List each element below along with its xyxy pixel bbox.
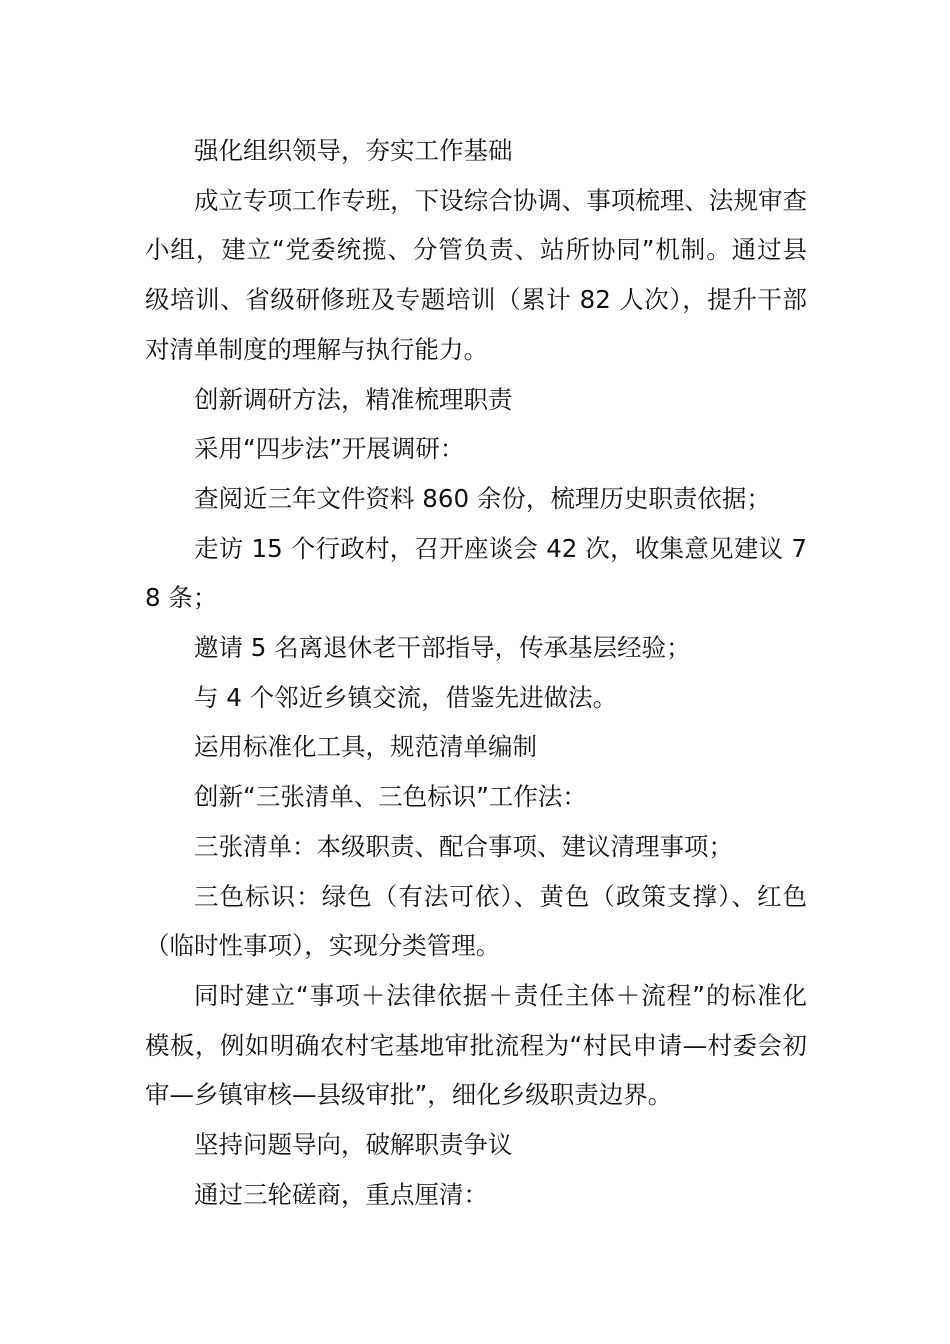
section-heading: 坚持问题导向，破解职责争议 xyxy=(194,1130,513,1160)
body-paragraph: 通过三轮磋商，重点厘清： xyxy=(194,1179,488,1209)
body-paragraph: 同时建立“事项＋法律依据＋责任主体＋流程”的标准化模板，例如明确农村宅基地审批流程为“村民申请—村委会初审—乡镇审核—县级审批”，细化乡级职责边界。 xyxy=(145,980,807,1110)
section-heading: 创新调研方法，精准梳理职责 xyxy=(194,384,513,414)
list-item: 邀请 5 名离退休老干部指导，传承基层经验； xyxy=(194,633,691,663)
list-item: 查阅近三年文件资料 860 余份，梳理历史职责依据； xyxy=(194,483,771,513)
list-item: 三张清单：本级职责、配合事项、建议清理事项； xyxy=(194,831,733,861)
document-body xyxy=(145,126,807,1219)
body-paragraph: 采用“四步法”开展调研： xyxy=(194,434,465,464)
body-paragraph: 创新“三张清单、三色标识”工作法： xyxy=(194,782,587,812)
section-heading: 强化组织领导，夯实工作基础 xyxy=(194,136,513,165)
section-heading: 运用标准化工具，规范清单编制 xyxy=(194,732,537,762)
body-paragraph: 成立专项工作专班，下设综合协调、事项梳理、法规审查小组，建立“党委统揽、分管负责、站所协同”机制。通过县级培训、省级研修班及专题培训（累计 82 人次），提升干部对清单制度的理解与执行能力。 xyxy=(145,185,807,364)
list-item: 三色标识：绿色（有法可依）、黄色（政策支撑）、红色（临时性事项），实现分类管理。 xyxy=(145,881,807,961)
list-item: 走访 15 个行政村，召开座谈会 42 次，收集意见建议 78 条； xyxy=(145,533,807,613)
list-item: 与 4 个邻近乡镇交流，借鉴先进做法。 xyxy=(194,682,618,712)
